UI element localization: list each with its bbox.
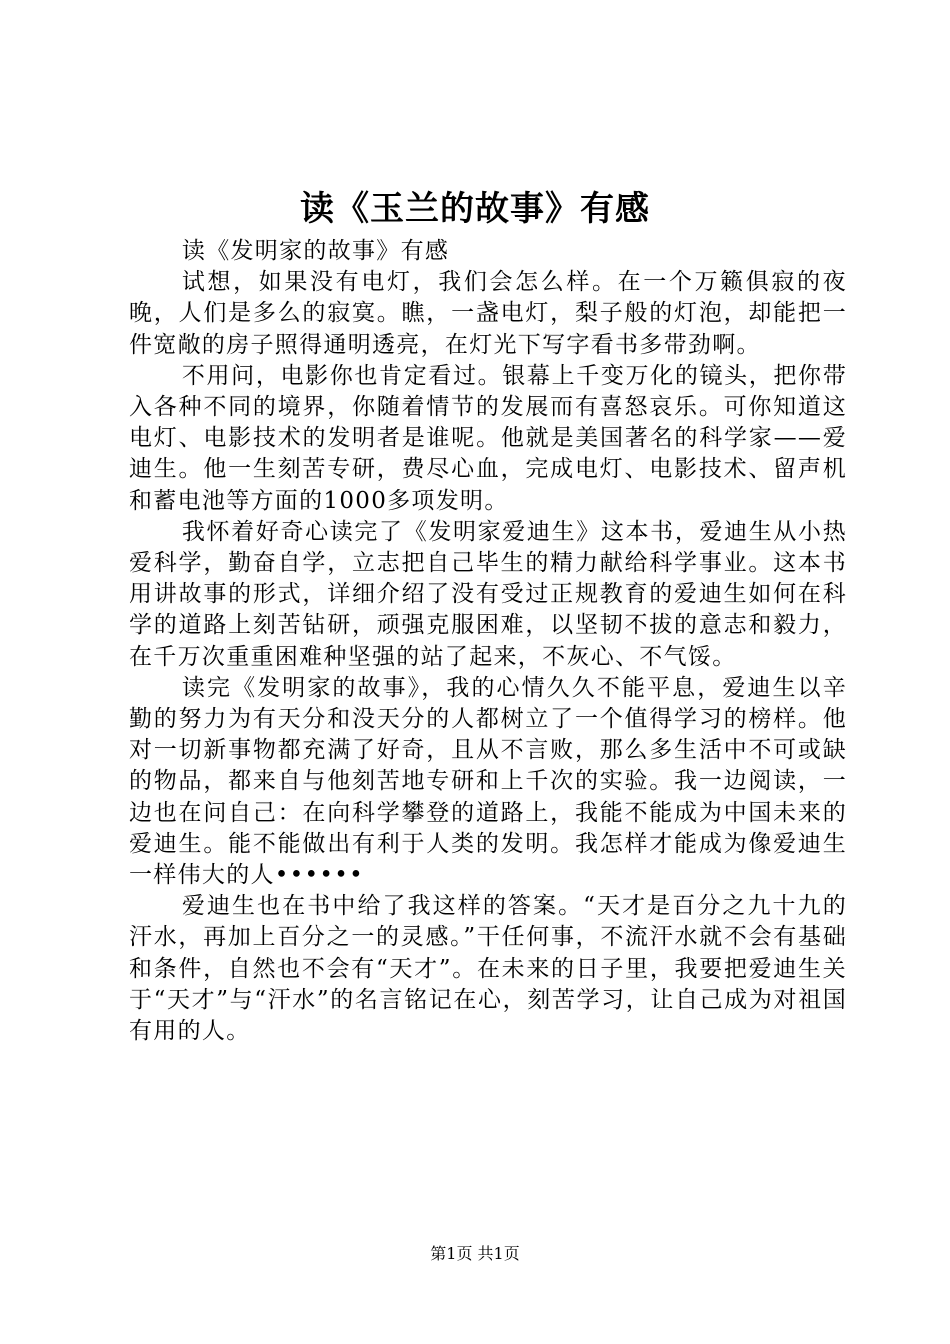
body-paragraph-1: 试想，如果没有电灯，我们会怎么样。在一个万籁俱寂的夜晚，人们是多么的寂寞。瞧，一盏电灯，梨子般的灯泡，却能把一件宽敞的房子照得通明透亮，在灯光下写字看书多带劲啊。: [129, 269, 847, 358]
body-paragraph-3: 我怀着好奇心读完了《发明家爱迪生》这本书，爱迪生从小热爱科学，勤奋自学，立志把自己毕生的精力献给科学事业。这本书用讲故事的形式，详细介绍了没有受过正规教育的爱迪生如何在科学的道路上刻苦钻研，顽强克服困难，以坚韧不拔的意志和毅力，在千万次重重困难种坚强的站了起来，不灰心、不气馁。: [129, 518, 847, 670]
page-footer: 第1页 共1页: [430, 1244, 520, 1263]
body-paragraph-5: 爱迪生也在书中给了我这样的答案。“天才是百分之九十九的汗水，再加上百分之一的灵感。”干任何事，不流汗水就不会有基础和条件，自然也不会有“天才”。在未来的日子里，我要把爱迪生关于“天才”与“汗水”的名言铭记在心，刻苦学习，让自己成为对祖国有用的人。: [129, 893, 847, 1045]
document-body: [129, 236, 847, 1047]
body-paragraph-4: 读完《发明家的故事》，我的心情久久不能平息，爱迪生以辛勤的努力为有天分和没天分的人都树立了一个值得学习的榜样。他对一切新事物都充满了好奇，且从不言败，那么多生活中不可或缺的物品，都来自与他刻苦地专研和上千次的实验。我一边阅读，一边也在问自己：在向科学攀登的道路上，我能不能成为中国未来的爱迪生。能不能做出有利于人类的发明。我怎样才能成为像爱迪生一样伟大的人••••••: [129, 674, 847, 889]
subtitle-paragraph: 读《发明家的故事》有感: [181, 238, 450, 264]
document-title: 读《玉兰的故事》有感: [300, 189, 650, 229]
body-paragraph-2: 不用问，电影你也肯定看过。银幕上千变万化的镜头，把你带入各种不同的境界，你随着情节的发展而有喜怒哀乐。可你知道这电灯、电影技术的发明者是谁呢。他就是美国著名的科学家——爱迪生。他一生刻苦专研，费尽心血，完成电灯、电影技术、留声机和蓄电池等方面的1000多项发明。: [129, 362, 847, 514]
